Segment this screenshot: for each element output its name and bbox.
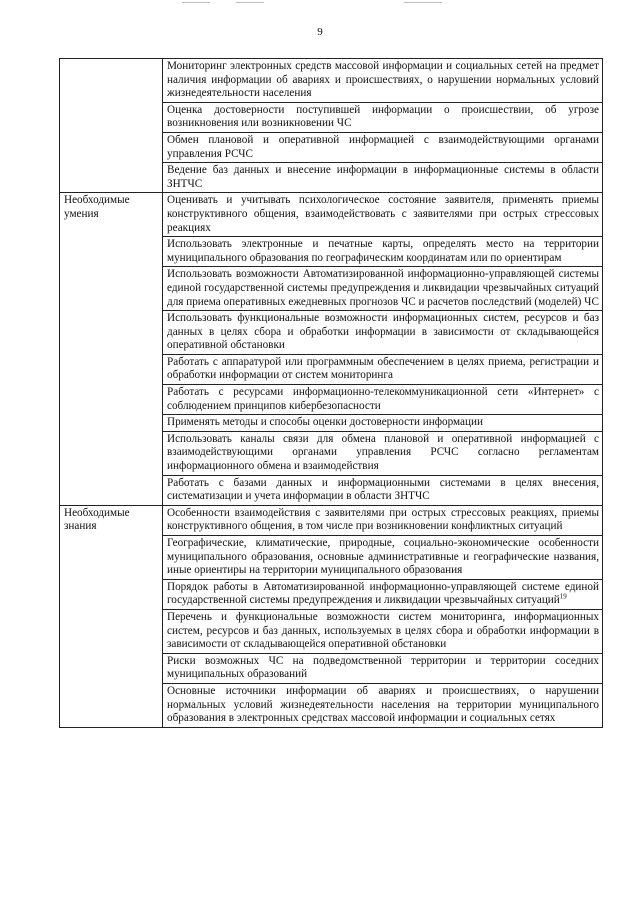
- table-cell-skills: [163, 237, 603, 267]
- table-row: [60, 59, 603, 103]
- cell-text: Перечень и функциональные возможности систем мониторинга, информационных систем, ресурсов и баз данных, используемых в целях сбора и обработки информации в зависимости от складывающейся оперативной обстановки: [167, 610, 599, 651]
- table-cell-skills: [163, 385, 603, 415]
- table-cell-skills: [163, 311, 603, 355]
- table-cell-knowledge: [163, 683, 603, 727]
- cell-text: Особенности взаимодействия с заявителями при острых стрессовых реакциях, приемы конструктивного общения, в том числе при возникновении конфликтных ситуаций: [167, 506, 599, 533]
- table-cell-knowledge: [163, 536, 603, 580]
- cell-text: Использовать электронные и печатные карты, определять место на территории муниципального образования по географическим координатам или по ориентирам: [167, 238, 599, 264]
- table-cell-actions: [163, 102, 603, 132]
- cell-text: Применять методы и способы оценки достоверности информации: [167, 416, 483, 429]
- table-cell-actions: [163, 163, 603, 193]
- top-edge-line: [182, 2, 210, 3]
- cell-text: Риски возможных ЧС на подведомственной территории и территории соседних муниципальных образований: [167, 654, 599, 681]
- cell-text: Использовать каналы связи для обмена плановой и оперативной информацией с взаимодействующими органами управления РСЧС согласно регламентам информационного обмена и взаимодействия: [167, 432, 599, 473]
- cell-text: Использовать функциональные возможности информационных систем, ресурсов и баз данных в целях сбора и обработки информации в зависимости от складывающейся оперативной обстановки: [167, 312, 599, 352]
- cell-text: Оценивать и учитывать психологическое состояние заявителя, применять приемы конструктивного общения, взаимодействовать с заявителями при острых стрессовых реакциях: [167, 194, 599, 234]
- table-cell-knowledge: [163, 579, 603, 609]
- table-cell-knowledge: [163, 653, 603, 683]
- cell-text: Порядок работы в Автоматизированной информационно-управляющей системе единой государственной системы предупреждения и ликвидации чрезвычайных ситуаций: [167, 580, 599, 607]
- top-edge-line: [404, 2, 442, 3]
- footnote-mark: 19: [559, 592, 567, 601]
- section-label-actions: [60, 59, 163, 193]
- section-label-skills: Необходимые умения: [60, 193, 163, 505]
- section-label-knowledge: Необходимые знания: [60, 505, 163, 727]
- table-cell-skills: [163, 267, 603, 311]
- cell-text: Основные источники информации об авариях и происшествиях, о нарушении нормальных условий жизнедеятельности населения на территории муниципального образования в электронных средствах массовой информации и социальных сетях: [167, 684, 599, 725]
- cell-text: Мониторинг электронных средств массовой информации и социальных сетей на предмет наличия информации об авариях и происшествиях, о нарушении нормальных условий жизнедеятельности населения: [167, 60, 599, 100]
- cell-text: Ведение баз данных и внесение информации в информационные системы в области ЗНТЧС: [167, 164, 599, 190]
- cell-text: Работать с аппаратурой или программным обеспечением в целях приема, регистрации и обработки информации от систем мониторинга: [167, 355, 599, 382]
- table-cell-skills: [163, 475, 603, 505]
- table-cell-skills: [163, 431, 603, 475]
- qualification-table: [59, 58, 603, 728]
- table-cell-actions: [163, 59, 603, 103]
- top-edge-line: [236, 2, 264, 3]
- table-cell-skills: [163, 193, 603, 237]
- cell-text: Обмен плановой и оперативной информацией с взаимодействующими органами управления РСЧС: [167, 133, 599, 160]
- page-number: 9: [317, 26, 323, 38]
- cell-text: Оценка достоверности поступившей информации о происшествии, об угрозе возникновения или возникновении ЧС: [167, 103, 599, 130]
- table-cell-knowledge: [163, 609, 603, 653]
- table-cell-actions: [163, 132, 603, 162]
- table-cell-skills: [163, 354, 603, 384]
- table-cell-skills: [163, 415, 603, 432]
- cell-text: Использовать возможности Автоматизированной информационно-управляющей системы единой государственной системы предупреждения и ликвидации чрезвычайных ситуаций для приема оперативных ежедневных прогнозов ЧС и расчетов последствий (моделей) ЧС: [167, 268, 599, 308]
- table-cell-knowledge: [163, 505, 603, 535]
- table-row: [60, 505, 603, 535]
- cell-text: Работать с ресурсами информационно-телекоммуникационной сети «Интернет» с соблюдением принципов кибербезопасности: [167, 386, 599, 412]
- cell-text: Работать с базами данных и информационными системами в целях внесения, систематизации и учета информации в области ЗНТЧС: [167, 476, 599, 503]
- table-row: [60, 193, 603, 237]
- cell-text: Географические, климатические, природные, социально-экономические особенности муниципального образования, основные административные и географические названия, иные ориентиры на территории муниципального образования: [167, 537, 599, 577]
